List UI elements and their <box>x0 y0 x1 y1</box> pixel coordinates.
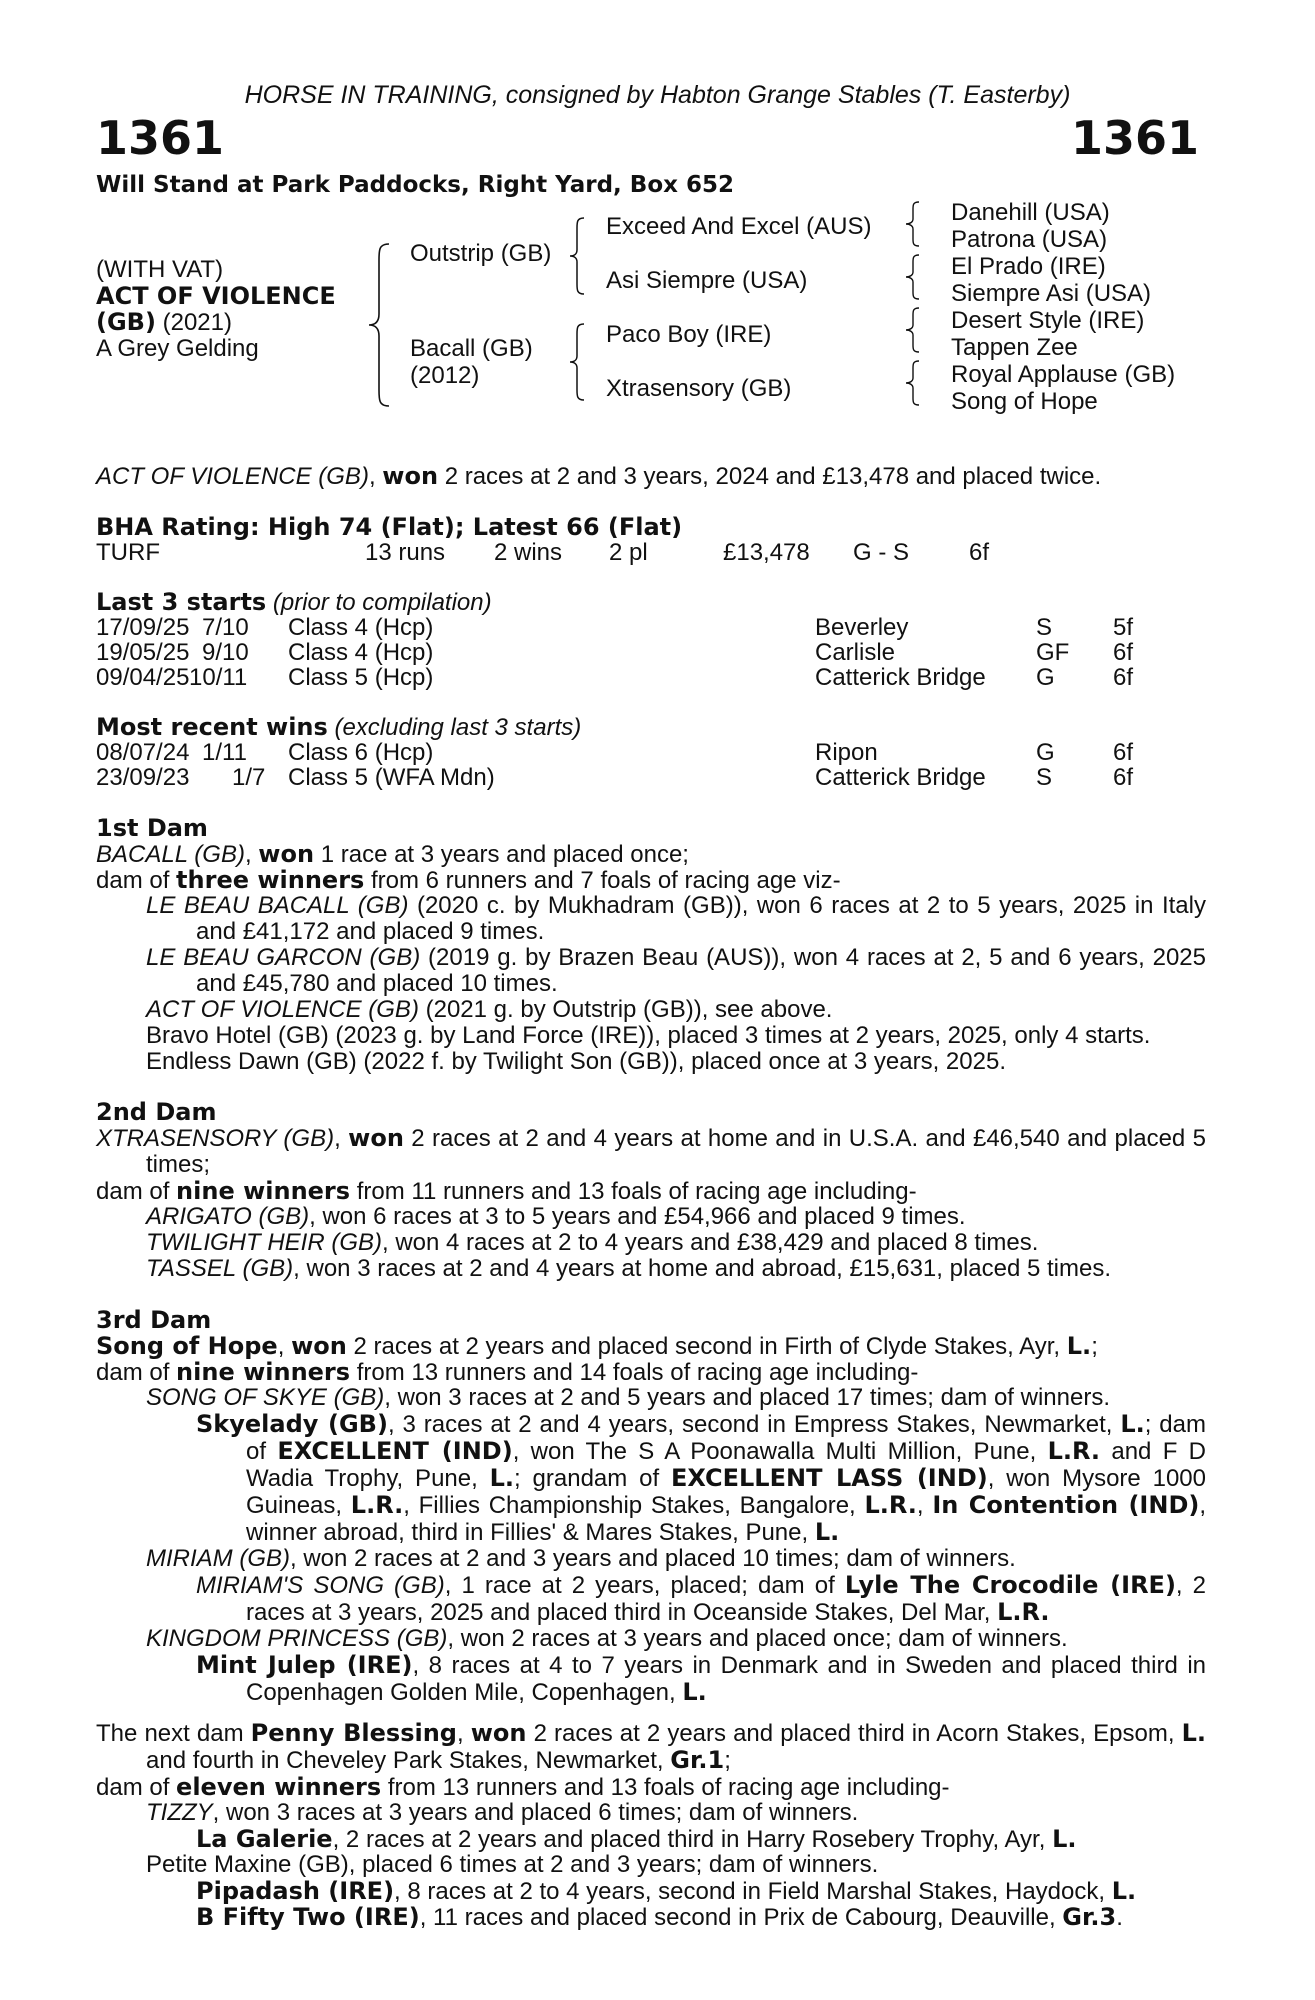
pedigree-dam-dam: Xtrasensory (GB) <box>606 375 792 402</box>
progeny-4: Bravo Hotel (GB) (2023 g. by Land Force (IRE)), placed 3 times at 2 years, 2025, only 4 starts. <box>146 1022 1151 1049</box>
progeny-name: LE BEAU BACALL (GB) <box>146 892 409 919</box>
first-dam-section <box>96 815 1206 1075</box>
summary-name: ACT OF VIOLENCE (GB) <box>96 463 369 490</box>
start-date: 19/05/25 <box>96 639 190 666</box>
progeny-3 <box>96 997 1206 1023</box>
horse-name-bold: In Contention (IND) <box>932 1491 1200 1519</box>
text: , 8 races at 4 to 7 years in Denmark and in Sweden and placed third in Copenhagen Golden Mile, Copenhagen, <box>246 1652 1206 1706</box>
listed-label: L. <box>1181 1719 1206 1747</box>
progeny-record: , won 3 races at 2 and 5 years and placed 17 times; dam of winners. <box>384 1384 1110 1411</box>
summary-won: won <box>382 462 439 490</box>
progeny-name: Skyelady (GB) <box>196 1410 388 1438</box>
stand-location: Will Stand at Park Paddocks, Right Yard, Box 652 <box>96 172 734 198</box>
horse-name-bold: EXCELLENT LASS (IND) <box>670 1464 988 1492</box>
winners-count: nine winners <box>176 1177 351 1205</box>
pedigree-brace-main <box>365 240 395 410</box>
sep: , <box>244 841 259 868</box>
dam-of-label: dam of <box>96 1178 177 1205</box>
pedigree-brace-g78 <box>903 358 923 408</box>
text: ; dam of <box>246 1411 1206 1465</box>
start-distance: 6f <box>1113 664 1134 691</box>
listed-label: L. <box>1111 1877 1137 1905</box>
start-class: Class 4 (Hcp) <box>288 614 434 641</box>
group-label: Gr.1 <box>670 1746 725 1774</box>
progeny-5: Endless Dawn (GB) (2022 f. by Twilight Son (GB)), placed once at 3 years, 2025. <box>146 1048 1006 1075</box>
sep: , <box>334 1125 349 1152</box>
start-course: Catterick Bridge <box>815 664 986 691</box>
win-position: 1/7 <box>232 764 266 791</box>
progeny-mint-julep <box>96 1652 1206 1706</box>
bha-rating-title: BHA Rating: High 74 (Flat); Latest 66 (Flat) <box>96 513 683 541</box>
progeny-record: , won 6 races at 3 to 5 years and £54,966 and placed 9 times. <box>309 1203 966 1230</box>
second-dam-line2 <box>96 1178 1206 1204</box>
progeny-name: SONG OF SKYE (GB) <box>146 1384 385 1411</box>
win-going: G <box>1036 739 1055 766</box>
second-dam-heading: 2nd Dam <box>96 1098 217 1126</box>
start-position: 9/10 <box>202 639 249 666</box>
progeny-record: , won 4 races at 2 to 4 years and £38,429 and placed 8 times. <box>382 1229 1039 1256</box>
next-dam-line2 <box>96 1774 1206 1800</box>
pedigree-brace-g12 <box>903 199 923 249</box>
last-starts-note: (prior to compilation) <box>266 589 492 616</box>
sep: ; <box>724 1747 731 1774</box>
progeny-miriams-song <box>96 1572 1206 1626</box>
text: 2 races at 2 years and placed third in Acorn Stakes, Epsom, <box>526 1720 1182 1747</box>
horse-country: (GB) <box>96 308 156 336</box>
group-label: Gr.3 <box>1062 1903 1117 1931</box>
pedigree-gen3-2: Patrona (USA) <box>951 226 1108 253</box>
first-dam-heading: 1st Dam <box>96 814 208 842</box>
horse-country-year <box>96 309 232 336</box>
progeny-la-galerie <box>96 1826 1206 1852</box>
progeny-name: KINGDOM PRINCESS (GB) <box>146 1625 448 1652</box>
progeny-record: (2019 g. by Brazen Beau (AUS)), won 4 races at 2, 5 and 6 years, 2025 and £45,780 and placed 10 times. <box>196 944 1206 997</box>
start-distance: 5f <box>1113 614 1134 641</box>
second-dam-line1 <box>96 1125 1206 1178</box>
progeny-record: , won 3 races at 2 and 4 years at home and abroad, £15,631, placed 5 times. <box>293 1255 1112 1282</box>
progeny-name: ACT OF VIOLENCE (GB) <box>146 996 419 1023</box>
next-dam-line1 <box>96 1720 1206 1774</box>
pedigree-gen3-8: Song of Hope <box>951 388 1098 415</box>
lot-number-right: 1361 <box>1070 111 1199 165</box>
foals-summary: from 13 runners and 14 foals of racing age including- <box>350 1359 919 1386</box>
first-dam-line2 <box>96 867 1206 893</box>
foals-summary: from 6 runners and 7 foals of racing age viz- <box>364 867 841 894</box>
winners-count: eleven winners <box>176 1773 382 1801</box>
horse-name-bold: EXCELLENT (IND) <box>277 1437 513 1465</box>
listed-label: L. <box>1120 1410 1145 1438</box>
sep: ; <box>1091 1333 1098 1360</box>
recent-wins-title <box>96 714 581 741</box>
win-course: Catterick Bridge <box>815 764 986 791</box>
progeny-tizzy <box>96 1800 1206 1826</box>
third-dam-line1 <box>96 1333 1206 1359</box>
recent-wins-heading: Most recent wins <box>96 713 328 741</box>
win-going: S <box>1036 764 1053 791</box>
rating-distance: 6f <box>969 539 990 566</box>
start-going: G <box>1036 664 1055 691</box>
listed-label: L.R. <box>997 1598 1050 1626</box>
third-dam-heading: 3rd Dam <box>96 1306 212 1334</box>
progeny-name: Mint Julep (IRE) <box>196 1651 413 1679</box>
progeny-miriam <box>96 1546 1206 1572</box>
pedigree-gen3-4: Siempre Asi (USA) <box>951 280 1152 307</box>
sep: . <box>1116 1904 1123 1931</box>
start-date: 09/04/25 <box>96 664 190 691</box>
recent-wins-note: (excluding last 3 starts) <box>327 714 582 741</box>
progeny-record: , won 3 races at 3 years and placed 6 times; dam of winners. <box>212 1799 859 1826</box>
pedigree-gen3-1: Danehill (USA) <box>951 199 1110 226</box>
text: , 3 races at 2 and 4 years, second in Empress Stakes, Newmarket, <box>387 1411 1121 1438</box>
next-dam-section <box>96 1720 1206 1930</box>
listed-label: L.R. <box>864 1491 917 1519</box>
text: , won Mysore 1000 Guineas, <box>246 1465 1206 1519</box>
start-date: 17/09/25 <box>96 614 190 641</box>
second-dam-name: XTRASENSORY (GB) <box>96 1125 335 1152</box>
listed-label: L. <box>1066 1332 1092 1360</box>
listed-label: L. <box>1052 1825 1077 1853</box>
foals-summary: from 11 runners and 13 foals of racing age including- <box>350 1178 917 1205</box>
text: , won The S A Poonawalla Multi Million, Pune, <box>512 1438 1048 1465</box>
vat-label: (WITH VAT) <box>96 256 224 283</box>
pedigree-dam: Bacall (GB) <box>410 335 533 362</box>
progeny-name: LE BEAU GARCON (GB) <box>146 944 421 971</box>
won-label: won <box>348 1124 404 1152</box>
third-dam-name: Song of Hope <box>96 1332 278 1360</box>
won-label: won <box>470 1719 527 1747</box>
win-distance: 6f <box>1113 739 1134 766</box>
text: , 11 races and placed second in Prix de Cabourg, Deauville, <box>419 1904 1063 1931</box>
progeny-name: Pipadash (IRE) <box>196 1877 395 1905</box>
progeny-name: TASSEL (GB) <box>146 1255 294 1282</box>
pedigree-sire-dam: Asi Siempre (USA) <box>606 267 808 294</box>
pedigree-dam-sire: Paco Boy (IRE) <box>606 321 772 348</box>
start-going: S <box>1036 614 1053 641</box>
third-dam-record: 2 races at 2 years and placed second in Firth of Clyde Stakes, Ayr, <box>346 1333 1067 1360</box>
progeny-record: (2020 c. by Mukhadram (GB)), won 6 races at 2 to 5 years, 2025 in Italy and £41,172 and placed 9 times. <box>196 892 1206 945</box>
progeny-record: , won 2 races at 2 and 3 years and placed 10 times; dam of winners. <box>290 1545 1016 1572</box>
pedigree-brace-dam <box>566 320 588 404</box>
sep: , <box>277 1333 292 1360</box>
text: , 8 races at 2 to 4 years, second in Field Marshal Stakes, Haydock, <box>394 1878 1112 1905</box>
first-dam-name: BACALL (GB) <box>96 841 245 868</box>
listed-label: L. <box>489 1464 515 1492</box>
progeny-b-fifty-two <box>96 1904 1206 1930</box>
horse-description: A Grey Gelding <box>96 335 259 362</box>
progeny-3 <box>96 1256 1206 1282</box>
listed-label: L.R. <box>1047 1437 1101 1465</box>
dam-of-label: dam of <box>96 867 177 894</box>
foals-summary: from 13 runners and 13 foals of racing age including- <box>381 1774 950 1801</box>
horse-name-bold: Lyle The Crocodile (IRE) <box>844 1571 1176 1599</box>
last-starts-heading: Last 3 starts <box>96 588 267 616</box>
lot-number-left: 1361 <box>96 111 225 165</box>
summary-rest: 2 races at 2 and 3 years, 2024 and £13,478 and placed twice. <box>438 463 1102 490</box>
third-dam-line2 <box>96 1359 1206 1385</box>
pedigree-gen3-6: Tappen Zee <box>951 334 1078 361</box>
win-class: Class 6 (Hcp) <box>288 739 434 766</box>
win-class: Class 5 (WFA Mdn) <box>288 764 495 791</box>
win-date: 23/09/23 <box>96 764 190 791</box>
pedigree-gen3-3: El Prado (IRE) <box>951 253 1106 280</box>
progeny-name: La Galerie <box>196 1825 333 1853</box>
progeny-2 <box>96 1230 1206 1256</box>
progeny-2 <box>96 945 1206 997</box>
sep: , <box>456 1720 471 1747</box>
start-course: Beverley <box>815 614 909 641</box>
start-distance: 6f <box>1113 639 1134 666</box>
text: , 1 race at 2 years, placed; dam of <box>444 1572 845 1599</box>
start-class: Class 5 (Hcp) <box>288 664 434 691</box>
second-dam-record: 2 races at 2 and 4 years at home and in U.S.A. and £46,540 and placed 5 times; <box>146 1125 1206 1178</box>
next-dam-name: Penny Blessing <box>250 1719 457 1747</box>
second-dam-section <box>96 1099 1206 1282</box>
pedigree-gen3-5: Desert Style (IRE) <box>951 307 1145 334</box>
rating-placed: 2 pl <box>609 539 648 566</box>
start-going: GF <box>1036 639 1070 666</box>
pedigree-gen3-7: Royal Applause (GB) <box>951 361 1176 388</box>
start-class: Class 4 (Hcp) <box>288 639 434 666</box>
progeny-name: MIRIAM'S SONG (GB) <box>196 1572 445 1599</box>
text: and fourth in Cheveley Park Stakes, Newmarket, <box>146 1747 671 1774</box>
first-dam-record: 1 race at 3 years and placed once; <box>314 841 689 868</box>
pedigree-brace-sire <box>566 214 588 298</box>
progeny-song-of-skye <box>96 1385 1206 1411</box>
start-course: Carlisle <box>815 639 896 666</box>
last-starts-title <box>96 589 492 616</box>
start-position: 10/11 <box>189 664 248 691</box>
horse-name: ACT OF VIOLENCE <box>96 282 336 310</box>
text: ; grandam of <box>514 1465 671 1492</box>
text: , <box>916 1492 933 1519</box>
win-course: Ripon <box>815 739 878 766</box>
won-label: won <box>258 840 315 868</box>
text: , 2 races at 2 years and placed third in Harry Rosebery Trophy, Ayr, <box>332 1826 1053 1853</box>
first-dam-line1 <box>96 841 1206 867</box>
text: , winner abroad, third in Fillies' & Mares Stakes, Pune, <box>246 1492 1207 1546</box>
progeny-name: TIZZY <box>146 1799 213 1826</box>
win-distance: 6f <box>1113 764 1134 791</box>
rating-going: G - S <box>853 539 910 566</box>
pedigree-sire-sire: Exceed And Excel (AUS) <box>606 213 872 240</box>
pedigree-brace-g56 <box>903 305 923 355</box>
rating-surface: TURF <box>96 539 160 566</box>
text: and F D Wadia Trophy, Pune, <box>246 1438 1206 1492</box>
progeny-skyelady <box>96 1411 1206 1546</box>
third-dam-section <box>96 1307 1206 1706</box>
dam-of-label: dam of <box>96 1359 177 1386</box>
pedigree-dam-year: (2012) <box>410 362 480 389</box>
progeny-record: (2021 g. by Outstrip (GB)), see above. <box>418 996 833 1023</box>
rating-earnings: £13,478 <box>723 539 810 566</box>
winners-count: nine winners <box>176 1358 351 1386</box>
progeny-1 <box>96 1204 1206 1230</box>
progeny-1 <box>96 893 1206 945</box>
text: , Fillies Championship Stakes, Bangalore, <box>403 1492 865 1519</box>
win-date: 08/07/24 <box>96 739 190 766</box>
winners-count: three winners <box>176 866 365 894</box>
progeny-pipadash <box>96 1878 1206 1904</box>
progeny-name: ARIGATO (GB) <box>146 1203 310 1230</box>
progeny-name: MIRIAM (GB) <box>146 1545 290 1572</box>
progeny-petite-maxine: Petite Maxine (GB), placed 6 times at 2 and 3 years; dam of winners. <box>146 1851 879 1878</box>
horse-year: (2021) <box>155 309 232 336</box>
text: , 2 races at 3 years, 2025 and placed third in Oceanside Stakes, Del Mar, <box>246 1572 1207 1626</box>
progeny-name: TWILIGHT HEIR (GB) <box>146 1229 382 1256</box>
race-summary: ACT OF VIOLENCE (GB), won 2 races at 2 and 3 years, 2024 and £13,478 and placed twice. <box>96 462 1102 490</box>
rating-runs: 13 runs <box>365 539 446 566</box>
pedigree-brace-g34 <box>903 252 923 302</box>
rating-wins: 2 wins <box>494 539 563 566</box>
win-position: 1/11 <box>202 739 247 766</box>
won-label: won <box>291 1332 347 1360</box>
progeny-kingdom-princess <box>96 1626 1206 1652</box>
listed-label: L. <box>814 1518 840 1546</box>
text: The next dam <box>96 1720 251 1747</box>
pedigree-sire: Outstrip (GB) <box>410 240 552 267</box>
listed-label: L. <box>682 1678 707 1706</box>
header-note: HORSE IN TRAINING, consigned by Habton Grange Stables (T. Easterby) <box>244 81 1071 109</box>
progeny-record: , won 2 races at 3 years and placed once; dam of winners. <box>447 1625 1068 1652</box>
start-position: 7/10 <box>202 614 249 641</box>
listed-label: L.R. <box>350 1491 404 1519</box>
dam-of-label: dam of <box>96 1774 177 1801</box>
progeny-name: B Fifty Two (IRE) <box>196 1903 420 1931</box>
